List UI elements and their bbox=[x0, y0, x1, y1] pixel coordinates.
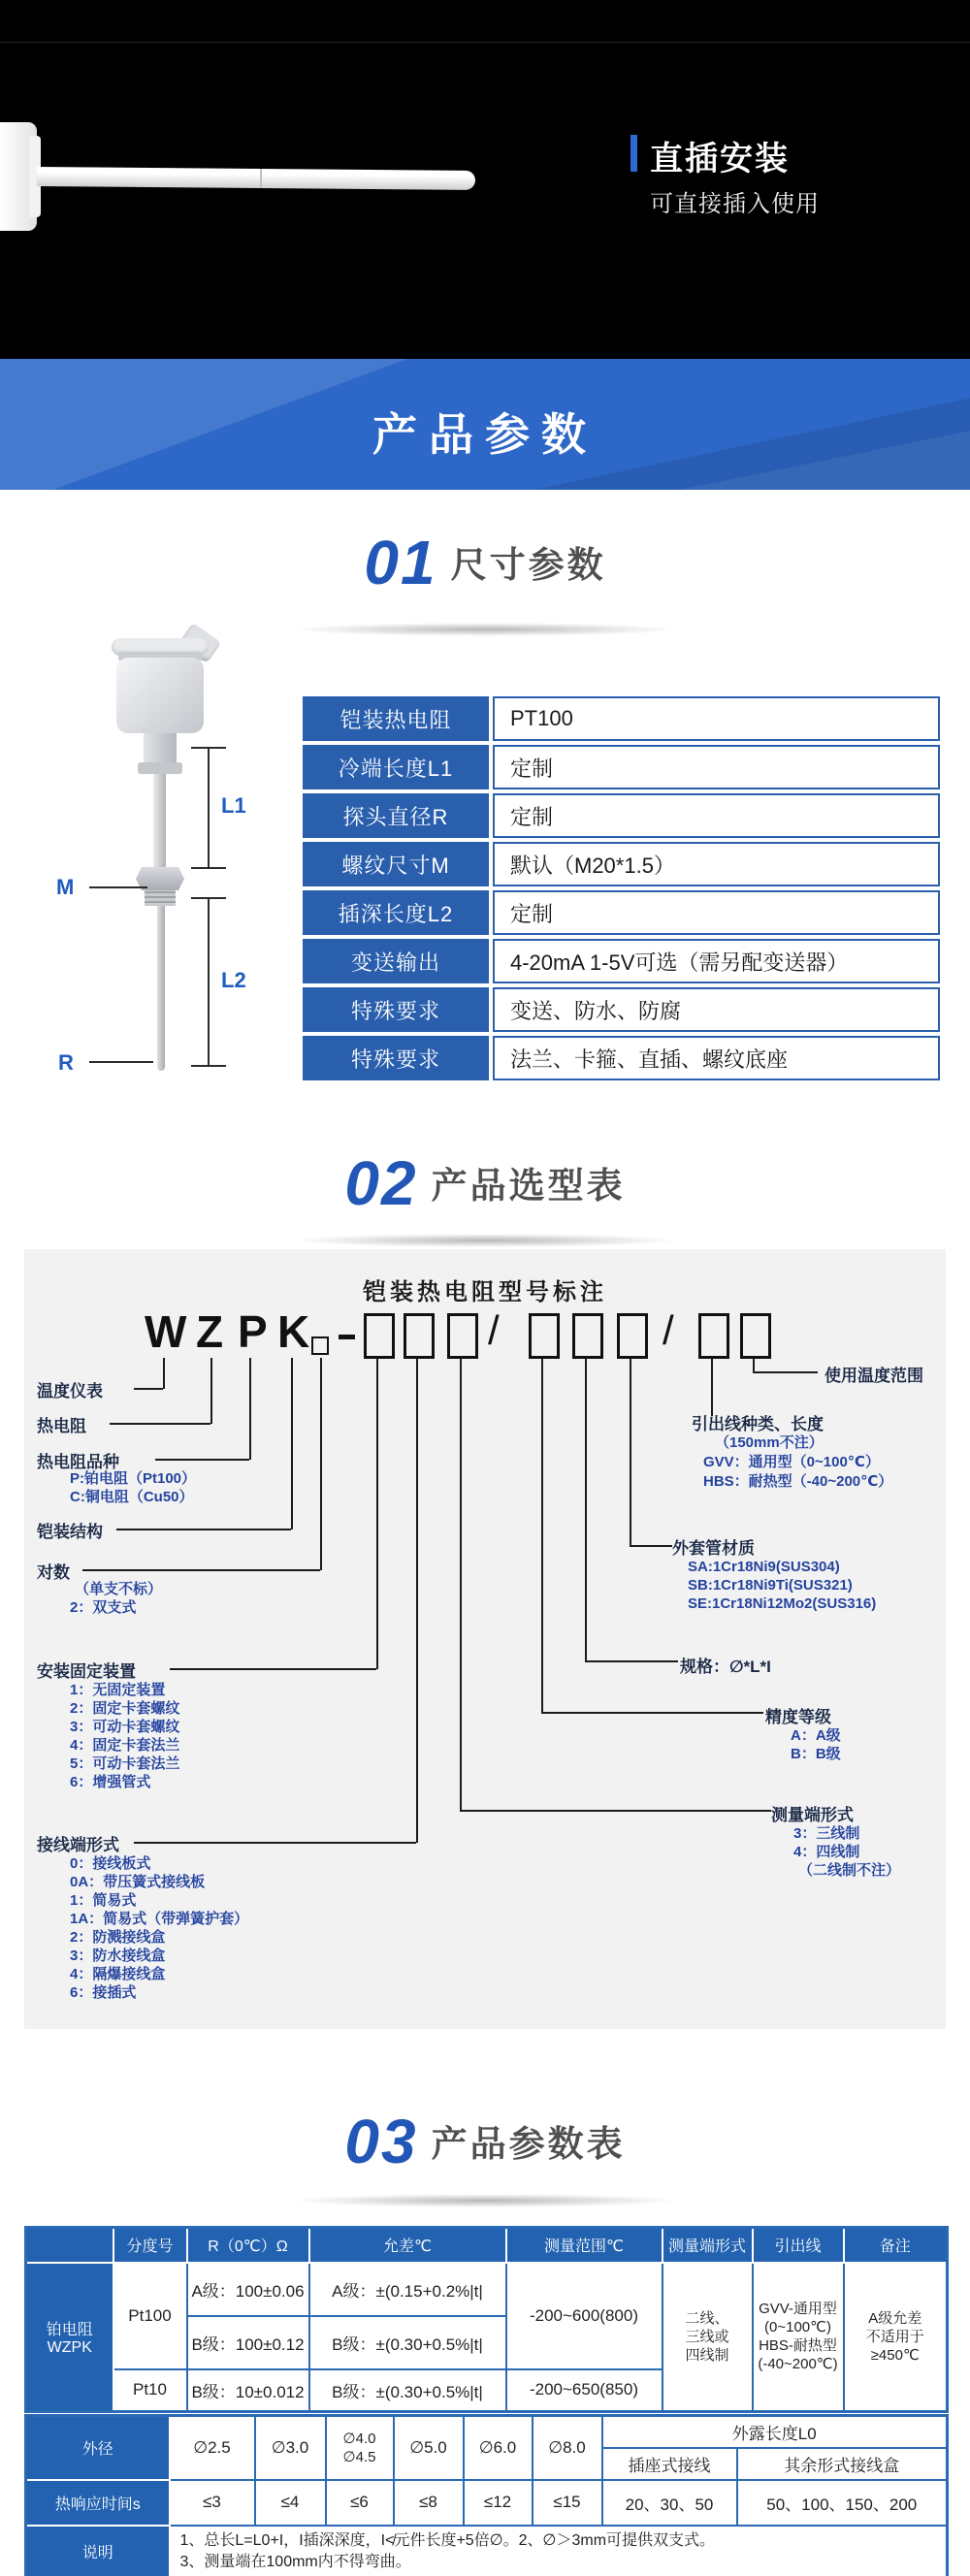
size-response-table bbox=[24, 2414, 949, 2576]
diagram-option: SA:1Cr18Ni9(SUS304) bbox=[688, 1559, 840, 1575]
diagram-option: 4：固定卡套法兰 bbox=[70, 1737, 180, 1754]
diagram-label: 使用温度范围 bbox=[824, 1367, 923, 1385]
spec-label: 冷端长度L1 bbox=[303, 745, 489, 789]
spec-value: 4-20mA 1-5V可选（需另配变送器） bbox=[493, 939, 940, 983]
diagram-option: 6：接插式 bbox=[70, 1984, 137, 2001]
spec-label: 螺纹尺寸M bbox=[303, 842, 489, 886]
diagram-option: 3：三线制 bbox=[793, 1825, 860, 1842]
code-box bbox=[529, 1313, 560, 1359]
cell-response: ≤12 bbox=[464, 2480, 533, 2526]
table-row bbox=[303, 1036, 940, 1080]
header-cell: 备注 bbox=[844, 2228, 948, 2263]
header-cell: 允差℃ bbox=[309, 2228, 506, 2263]
cell-resistance: B级：100±0.12 bbox=[187, 2316, 309, 2369]
diagram-option: 3：可动卡套螺纹 bbox=[70, 1719, 180, 1735]
code-dash bbox=[339, 1335, 355, 1339]
connector-line bbox=[541, 1712, 763, 1714]
diagram-title: 铠装热电阻型号标注 bbox=[363, 1279, 607, 1305]
spec-label: 特殊要求 bbox=[303, 987, 489, 1032]
dimension-spec-table bbox=[299, 692, 944, 1084]
cell-od: ∅2.5 bbox=[170, 2416, 255, 2480]
code-box bbox=[364, 1313, 395, 1359]
diagram-label: 外套管材质 bbox=[672, 1539, 755, 1558]
title-shadow bbox=[291, 623, 679, 636]
diagram-option: HBS：耐热型（-40~200℃） bbox=[703, 1473, 893, 1490]
connector-line bbox=[753, 1358, 755, 1372]
cell-od: ∅5.0 bbox=[394, 2416, 464, 2480]
connector-line bbox=[134, 1842, 416, 1844]
diagram-option: B：B级 bbox=[791, 1746, 841, 1762]
section-banner bbox=[0, 359, 970, 490]
cell-response: 50、100、150、200 bbox=[737, 2480, 948, 2526]
connector-line bbox=[376, 1358, 378, 1669]
diagram-option: SB:1Cr18Ni9Ti(SUS321) bbox=[688, 1577, 853, 1594]
table-row bbox=[26, 2416, 948, 2448]
connector-line bbox=[711, 1358, 713, 1416]
divider bbox=[0, 42, 970, 43]
code-letter: W bbox=[145, 1306, 187, 1357]
diagram-option: 1：简易式 bbox=[70, 1892, 137, 1909]
connector-line bbox=[541, 1358, 543, 1713]
dim-label-r: R bbox=[58, 1050, 74, 1075]
section2-title bbox=[0, 1148, 970, 1219]
spec-value: 定制 bbox=[493, 890, 940, 935]
sensor-head bbox=[116, 658, 204, 733]
model-number-diagram bbox=[24, 1249, 946, 2029]
diagram-option: A：A级 bbox=[791, 1727, 841, 1744]
connector-line bbox=[291, 1358, 293, 1530]
dim-label-l1: L1 bbox=[221, 793, 246, 818]
row-label-cell: 说明 bbox=[26, 2526, 170, 2576]
diagram-option: 6：增强管式 bbox=[70, 1774, 151, 1790]
dim-line-l2 bbox=[208, 897, 210, 1067]
connector-line bbox=[585, 1660, 678, 1662]
spec-value: 定制 bbox=[493, 745, 940, 789]
sensor-probe-rod bbox=[157, 906, 165, 1071]
dim-line-m bbox=[89, 886, 147, 888]
diagram-option: （二线制不注） bbox=[798, 1862, 901, 1879]
table-row bbox=[303, 745, 940, 789]
table-row bbox=[303, 842, 940, 886]
section1-title-text: 尺寸参数 bbox=[450, 545, 606, 585]
diagram-option: SE:1Cr18Ni12Mo2(SUS316) bbox=[688, 1595, 877, 1612]
spec-value: 定制 bbox=[493, 793, 940, 838]
parameter-table bbox=[24, 2226, 949, 2413]
section1-title bbox=[0, 528, 970, 598]
diagram-label: 铠装结构 bbox=[37, 1523, 103, 1541]
spec-label: 插深长度L2 bbox=[303, 890, 489, 935]
diagram-option: C:铜电阻（Cu50） bbox=[70, 1489, 194, 1505]
cell-response: ≤3 bbox=[170, 2480, 255, 2526]
table-row bbox=[303, 696, 940, 741]
title-shadow bbox=[291, 1234, 679, 1247]
sensor-collar bbox=[138, 762, 182, 774]
diagram-option: 5：可动卡套法兰 bbox=[70, 1755, 180, 1772]
title-shadow bbox=[291, 2194, 679, 2207]
section2-title-text: 产品选型表 bbox=[431, 1166, 626, 1206]
hero-feature-subtitle: 可直接插入使用 bbox=[650, 191, 820, 217]
table-row bbox=[303, 890, 940, 935]
diagram-label: 规格：∅*L*I bbox=[680, 1658, 771, 1676]
hero-feature-title: 直插安装 bbox=[650, 141, 790, 177]
section3-title bbox=[0, 2107, 970, 2177]
header-cell: 分度号 bbox=[113, 2228, 187, 2263]
code-letter: Z bbox=[196, 1306, 224, 1357]
row-label-cell: 外径 bbox=[26, 2416, 170, 2480]
code-box bbox=[447, 1313, 478, 1359]
diagram-option: 1A：简易式（带弹簧护套） bbox=[70, 1911, 249, 1927]
code-letter: P bbox=[238, 1306, 268, 1357]
connector-line bbox=[155, 1459, 249, 1461]
spec-label: 变送输出 bbox=[303, 939, 489, 983]
header-cell: 测量范围℃ bbox=[506, 2228, 663, 2263]
diagram-option: P:铂电阻（Pt100） bbox=[70, 1470, 197, 1487]
cell-graduation: Pt10 bbox=[113, 2369, 187, 2412]
cell-response: ≤4 bbox=[255, 2480, 326, 2526]
connector-line bbox=[249, 1358, 251, 1460]
dim-tick bbox=[191, 1065, 226, 1067]
cell-response: ≤6 bbox=[326, 2480, 394, 2526]
cell-other-junction: 其余形式接线盒 bbox=[737, 2448, 948, 2480]
diagram-label: 热电阻 bbox=[37, 1417, 86, 1435]
code-box bbox=[572, 1313, 603, 1359]
connector-line bbox=[320, 1358, 322, 1570]
connector-line bbox=[753, 1371, 818, 1373]
code-letter: K bbox=[277, 1306, 310, 1357]
header-cell bbox=[26, 2228, 113, 2263]
dim-line-l1 bbox=[208, 747, 210, 869]
sensor-illustration bbox=[68, 630, 301, 1086]
cell-response: ≤15 bbox=[533, 2480, 602, 2526]
diagram-label: 热电阻品种 bbox=[37, 1453, 119, 1471]
cell-response: ≤8 bbox=[394, 2480, 464, 2526]
header-cell: 测量端形式 bbox=[663, 2228, 753, 2263]
code-slash: / bbox=[663, 1307, 674, 1353]
diagram-label: 安装固定装置 bbox=[37, 1662, 136, 1681]
connector-line bbox=[416, 1358, 418, 1843]
cell-od: ∅4.0 ∅4.5 bbox=[326, 2416, 394, 2480]
table-row bbox=[26, 2526, 948, 2576]
code-box bbox=[740, 1313, 771, 1359]
code-box bbox=[698, 1313, 729, 1359]
cell-tolerance: B级：±(0.30+0.5%|t| bbox=[309, 2369, 506, 2412]
cell-response: 20、30、50 bbox=[602, 2480, 737, 2526]
diagram-option: 2：双支式 bbox=[70, 1599, 137, 1616]
connector-line bbox=[116, 1529, 291, 1530]
diagram-option: GVV：通用型（0~100℃） bbox=[703, 1454, 880, 1470]
connector-line bbox=[630, 1545, 672, 1547]
sensor-thread bbox=[145, 890, 176, 906]
cell-exposed-length: 外露长度L0 bbox=[602, 2416, 948, 2448]
connector-line bbox=[82, 1569, 320, 1571]
dim-tick bbox=[191, 867, 226, 869]
cell-od: ∅8.0 bbox=[533, 2416, 602, 2480]
cell-od: ∅3.0 bbox=[255, 2416, 326, 2480]
connector-line bbox=[210, 1358, 212, 1424]
diagram-option: 2：固定卡套螺纹 bbox=[70, 1700, 180, 1717]
cell-remark: A级允差 不适用于 ≥450℃ bbox=[844, 2263, 948, 2412]
dim-label-l2: L2 bbox=[221, 968, 246, 992]
sensor-neck bbox=[144, 733, 177, 762]
cell-resistance: B级：10±0.012 bbox=[187, 2369, 309, 2412]
connector-line bbox=[460, 1358, 462, 1811]
diagram-label: 测量端形式 bbox=[771, 1806, 854, 1824]
banner-title: 产品参数 bbox=[372, 409, 598, 460]
sensor-stem bbox=[153, 774, 166, 867]
diagram-option: 3：防水接线盒 bbox=[70, 1948, 166, 1964]
diagram-label: 对数 bbox=[37, 1563, 70, 1582]
diagram-label: 引出线种类、长度 bbox=[692, 1415, 824, 1433]
diagram-option: 2：防溅接线盒 bbox=[70, 1929, 166, 1946]
spec-label: 特殊要求 bbox=[303, 1036, 489, 1080]
connector-line bbox=[134, 1388, 163, 1390]
diagram-label: 精度等级 bbox=[765, 1708, 831, 1726]
connector-line bbox=[163, 1358, 165, 1389]
spec-value: 法兰、卡箍、直插、螺纹底座 bbox=[493, 1036, 940, 1080]
code-slash: / bbox=[488, 1307, 500, 1353]
table-row bbox=[26, 2263, 948, 2316]
table-header-row bbox=[26, 2228, 948, 2263]
accent-bar bbox=[630, 135, 637, 172]
spec-value: 默认（M20*1.5） bbox=[493, 842, 940, 886]
connector-line bbox=[110, 1423, 210, 1425]
cell-notes: 1、总长L=L0+I，I插深深度，I≮元件长度+5倍∅。2、∅＞3mm可提供双支式。 3、测量端在100mm内不得弯曲。 bbox=[170, 2526, 948, 2576]
table-row bbox=[303, 793, 940, 838]
probe-photo-shaft bbox=[37, 167, 475, 190]
cell-resistance: A级：100±0.06 bbox=[187, 2263, 309, 2316]
section3-number: 03 bbox=[344, 2107, 418, 2177]
spec-value: PT100 bbox=[493, 696, 940, 741]
cell-leadwire: GVV-通用型 (0~100℃) HBS-耐热型 (-40~200℃) bbox=[753, 2263, 844, 2412]
cell-od: ∅6.0 bbox=[464, 2416, 533, 2480]
table-row bbox=[26, 2480, 948, 2526]
section1-number: 01 bbox=[364, 528, 437, 598]
diagram-option: 4：四线制 bbox=[793, 1844, 860, 1860]
connector-line bbox=[460, 1810, 771, 1812]
diagram-option: 0A：带压簧式接线板 bbox=[70, 1874, 206, 1890]
section3-title-text: 产品参数表 bbox=[431, 2124, 626, 2164]
code-box bbox=[617, 1313, 648, 1359]
dim-line-r bbox=[89, 1061, 153, 1063]
section2-number: 02 bbox=[344, 1148, 418, 1219]
connector-line bbox=[630, 1358, 631, 1546]
diagram-option: （150mm不注） bbox=[715, 1434, 824, 1451]
diagram-option: 1：无固定装置 bbox=[70, 1682, 166, 1698]
cell-range: -200~600(800) bbox=[506, 2263, 663, 2369]
code-box bbox=[404, 1313, 435, 1359]
row-label-cell: 热响应时间s bbox=[26, 2480, 170, 2526]
cell-graduation: Pt100 bbox=[113, 2263, 187, 2369]
connector-line bbox=[585, 1358, 587, 1661]
cell-wiring: 二线、 三线或 四线制 bbox=[663, 2263, 753, 2412]
table-row bbox=[303, 987, 940, 1032]
hero-section bbox=[0, 0, 970, 359]
spec-label: 探头直径R bbox=[303, 793, 489, 838]
spec-label: 铠装热电阻 bbox=[303, 696, 489, 741]
diagram-option: 4：隔爆接线盒 bbox=[70, 1966, 166, 1982]
header-cell: R（0℃）Ω bbox=[187, 2228, 309, 2263]
connector-line bbox=[170, 1668, 376, 1670]
dim-label-m: M bbox=[56, 875, 75, 899]
cell-tolerance: A级：±(0.15+0.2%|t| bbox=[309, 2263, 506, 2316]
cell-tolerance: B级：±(0.30+0.5%|t| bbox=[309, 2316, 506, 2369]
header-cell: 引出线 bbox=[753, 2228, 844, 2263]
diagram-label: 接线端形式 bbox=[37, 1836, 119, 1854]
table-row bbox=[303, 939, 940, 983]
diagram-option: （单支不标） bbox=[75, 1581, 163, 1597]
spec-value: 变送、防水、防腐 bbox=[493, 987, 940, 1032]
cell-socket-wiring: 插座式接线 bbox=[602, 2448, 737, 2480]
code-small-box bbox=[311, 1336, 329, 1355]
diagram-label: 温度仪表 bbox=[37, 1382, 103, 1401]
group-label-cell: 铂电阻 WZPK bbox=[26, 2263, 113, 2412]
cell-range: -200~650(850) bbox=[506, 2369, 663, 2412]
diagram-option: 0：接线板式 bbox=[70, 1855, 151, 1872]
